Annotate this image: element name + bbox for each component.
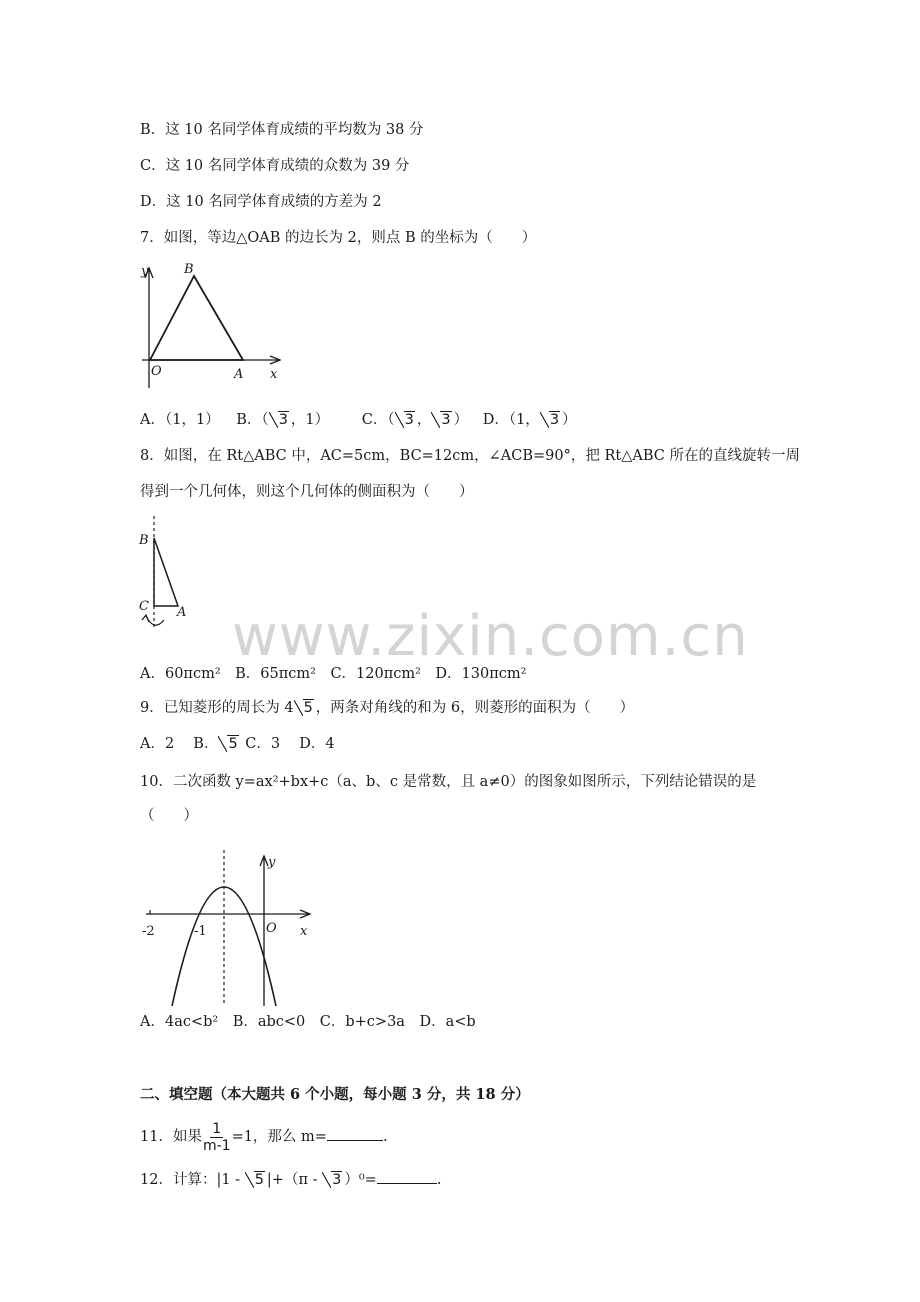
question-11: 11．如果 $\frac{1}{m-1}$ =1，那么 m= . bbox=[140, 1120, 388, 1154]
question-10-line2: （ ） bbox=[140, 808, 198, 824]
fraction: $\frac{1}{m-1}$ bbox=[202, 1120, 231, 1154]
label-b: B bbox=[139, 533, 149, 548]
option-c-q7: C．（ bbox=[361, 412, 395, 428]
option-d-q7: D．（1， bbox=[482, 412, 540, 428]
sqrt-symbol: 3 bbox=[431, 410, 451, 430]
sqrt-symbol: 3 bbox=[540, 410, 560, 430]
triangle-oab bbox=[150, 276, 243, 360]
options-q7: A．（1，1） B．（ 3 ，1） C．（ 3 ， 3 ） D．（1， 3 ） bbox=[140, 412, 577, 428]
question-12: 12．计算：|1 - 5 |+（π - 3 ）⁰= . bbox=[140, 1172, 442, 1188]
label-y: y bbox=[268, 855, 276, 870]
question-9: 9．已知菱形的周长为 4 5 ，两条对角线的和为 6，则菱形的面积为（ ） bbox=[140, 700, 635, 716]
sqrt-symbol: 5 bbox=[245, 1170, 265, 1190]
answer-blank-q11[interactable] bbox=[327, 1127, 383, 1141]
figure-q8 bbox=[136, 516, 196, 636]
triangle-abc bbox=[154, 538, 178, 606]
options-q8: A．60πcm² B．65πcm² C．120πcm² D．130πcm² bbox=[140, 666, 527, 682]
label-a: A bbox=[234, 367, 244, 382]
options-q9: A．2 B． 5 C．3 D．4 bbox=[140, 736, 335, 752]
figure-q10 bbox=[140, 846, 320, 1016]
label-y: y bbox=[141, 264, 149, 279]
sqrt-symbol: 3 bbox=[322, 1170, 342, 1190]
option-c-q6: C．这 10 名同学体育成绩的众数为 39 分 bbox=[140, 158, 410, 174]
label-a: A bbox=[177, 605, 187, 620]
question-8-line2: 得到一个几何体，则这个几何体的侧面积为（ ） bbox=[140, 484, 474, 500]
option-b-q6: B．这 10 名同学体育成绩的平均数为 38 分 bbox=[140, 122, 424, 138]
section-2-heading: 二、填空题（本大题共 6 个小题，每小题 3 分，共 18 分） bbox=[140, 1086, 530, 1103]
label-x: x bbox=[300, 924, 308, 939]
label-o: O bbox=[266, 921, 277, 936]
label-neg1: -1 bbox=[194, 924, 207, 939]
watermark: www.zixin.com.cn bbox=[232, 604, 749, 669]
options-q10: A．4ac<b² B．abc<0 C．b+c>3a D．a<b bbox=[140, 1014, 476, 1030]
label-b: B bbox=[184, 262, 194, 277]
label-c: C bbox=[139, 599, 149, 614]
option-b-q7: B．（ bbox=[236, 412, 269, 428]
figure-q7 bbox=[132, 258, 292, 388]
question-7: 7．如图，等边△OAB 的边长为 2，则点 B 的坐标为（ ） bbox=[140, 230, 537, 246]
question-8-line1: 8．如图，在 Rt△ABC 中，AC=5cm，BC=12cm，∠ACB=90°，把 Rt△ABC 所在的直线旋转一周 bbox=[140, 448, 800, 464]
question-10-line1: 10．二次函数 y=ax²+bx+c（a、b、c 是常数，且 a≠0）的图象如图所示，下列结论错误的是 bbox=[140, 774, 757, 790]
label-x: x bbox=[270, 367, 278, 382]
option-a-q7: A．（1，1） bbox=[140, 412, 220, 428]
label-neg2: -2 bbox=[142, 924, 155, 939]
option-d-q6: D．这 10 名同学体育成绩的方差为 2 bbox=[140, 194, 382, 210]
sqrt-symbol: 5 bbox=[294, 698, 314, 718]
sqrt-symbol: 3 bbox=[395, 410, 415, 430]
answer-blank-q12[interactable] bbox=[377, 1170, 437, 1184]
sqrt-symbol: 3 bbox=[269, 410, 289, 430]
label-o: O bbox=[151, 364, 162, 379]
sqrt-symbol: 5 bbox=[218, 734, 238, 754]
